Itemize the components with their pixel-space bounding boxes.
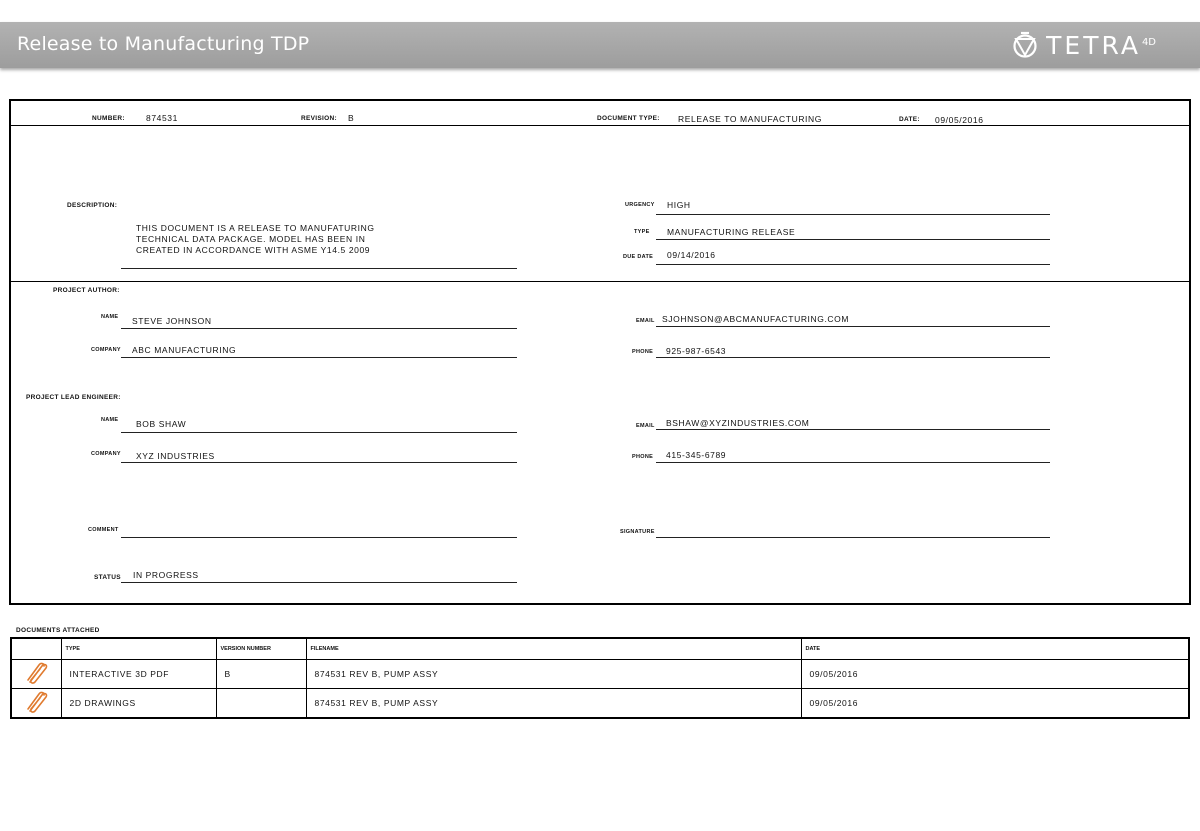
author-email-underline	[656, 326, 1050, 327]
description-line-2: TECHNICAL DATA PACKAGE. MODEL HAS BEEN IN	[136, 234, 366, 244]
revision-label: REVISION:	[301, 115, 337, 122]
description-label: DESCRIPTION:	[67, 202, 118, 209]
engineer-phone-underline	[656, 462, 1050, 463]
document-type-label: DOCUMENT TYPE:	[597, 115, 660, 122]
signature-underline	[656, 537, 1050, 538]
revision-value: B	[348, 113, 355, 123]
description-line-1: THIS DOCUMENT IS A RELEASE TO MANUFATURING	[136, 223, 375, 233]
signature-label: SIGNATURE	[620, 529, 655, 535]
row-version	[216, 689, 306, 719]
paperclip-icon[interactable]	[22, 689, 50, 715]
author-company-label: COMPANY	[91, 347, 121, 353]
number-label: NUMBER:	[92, 115, 125, 122]
table-row[interactable]	[11, 660, 1189, 689]
urgency-underline	[656, 214, 1050, 215]
status-label: STATUS	[94, 574, 121, 581]
author-phone-label: PHONE	[632, 349, 654, 355]
header-bar	[0, 22, 1200, 68]
urgency-label: URGENCY	[625, 202, 655, 208]
author-email-value: SJOHNSON@ABCMANUFACTURING.COM	[662, 314, 850, 324]
document-sheet	[9, 99, 1191, 605]
engineer-email-value: BSHAW@XYZINDUSTRIES.COM	[666, 418, 810, 428]
documents-table	[10, 637, 1190, 719]
row-filename[interactable]: 874531 REV B, PUMP ASSY	[306, 689, 801, 719]
icon-column-header	[11, 638, 61, 660]
engineer-company-label: COMPANY	[91, 451, 121, 457]
row-date: 09/05/2016	[801, 689, 1189, 719]
description-underline	[121, 268, 517, 269]
status-underline	[121, 582, 517, 583]
comment-underline	[121, 537, 517, 538]
row-filename[interactable]: 874531 REV B, PUMP ASSY	[306, 660, 801, 689]
paperclip-icon[interactable]	[22, 660, 50, 686]
engineer-name-underline	[121, 432, 517, 433]
engineer-email-label: EMAIL	[636, 423, 655, 429]
date-column-header: DATE	[801, 638, 1189, 660]
number-value: 874531	[146, 113, 178, 123]
type-column-header: TYPE	[61, 638, 216, 660]
engineer-name-value: BOB SHAW	[136, 419, 187, 429]
document-type-value: RELEASE TO MANUFACTURING	[678, 114, 822, 124]
author-company-value: ABC MANUFACTURING	[132, 345, 237, 355]
due-date-value: 09/14/2016	[667, 250, 716, 260]
author-email-label: EMAIL	[636, 318, 655, 324]
comment-label: COMMENT	[88, 527, 119, 533]
engineer-phone-label: PHONE	[632, 454, 654, 460]
date-label: DATE:	[899, 116, 920, 123]
attachment-cell[interactable]	[11, 660, 61, 689]
author-company-underline	[121, 357, 517, 358]
engineer-name-label: NAME	[101, 417, 119, 423]
project-author-label: PROJECT AUTHOR:	[53, 287, 120, 294]
attachment-cell[interactable]	[11, 689, 61, 719]
section-divider	[11, 281, 1189, 282]
row-type: 2D DRAWINGS	[61, 689, 216, 719]
version-column-header: VERSION NUMBER	[216, 638, 306, 660]
top-row-divider	[11, 125, 1189, 126]
due-date-underline	[656, 264, 1050, 265]
due-date-label: DUE DATE	[623, 254, 654, 260]
row-date: 09/05/2016	[801, 660, 1189, 689]
author-name-value: STEVE JOHNSON	[132, 316, 212, 326]
type-label: TYPE	[634, 229, 650, 235]
engineer-phone-value: 415-345-6789	[666, 450, 727, 460]
logo-wordmark: $TETRA^{4D}$	[1046, 30, 1156, 60]
project-lead-engineer-label: PROJECT LEAD ENGINEER:	[26, 394, 121, 401]
date-value: 09/05/2016	[935, 115, 984, 125]
tetra-logo-icon	[1012, 31, 1038, 59]
type-underline	[656, 239, 1050, 240]
row-type: INTERACTIVE 3D PDF	[61, 660, 216, 689]
page-title: Release to Manufacturing TDP	[17, 33, 310, 55]
author-phone-underline	[656, 357, 1050, 358]
engineer-email-underline	[656, 429, 1050, 430]
tetra4d-logo	[1012, 30, 1156, 60]
author-name-label: NAME	[101, 314, 119, 320]
engineer-company-value: XYZ INDUSTRIES	[136, 451, 215, 461]
documents-attached-label: DOCUMENTS ATTACHED	[16, 627, 100, 634]
row-version: B	[216, 660, 306, 689]
table-row[interactable]	[11, 689, 1189, 719]
type-value: MANUFACTURING RELEASE	[667, 227, 796, 237]
author-name-underline	[121, 328, 517, 329]
description-line-3: CREATED IN ACCORDANCE WITH ASME Y14.5 2009	[136, 245, 371, 255]
filename-column-header: FILENAME	[306, 638, 801, 660]
status-value: IN PROGRESS	[133, 570, 199, 580]
urgency-value: HIGH	[667, 200, 691, 210]
author-phone-value: 925-987-6543	[666, 346, 727, 356]
documents-header-row	[11, 638, 1189, 660]
engineer-company-underline	[121, 462, 517, 463]
